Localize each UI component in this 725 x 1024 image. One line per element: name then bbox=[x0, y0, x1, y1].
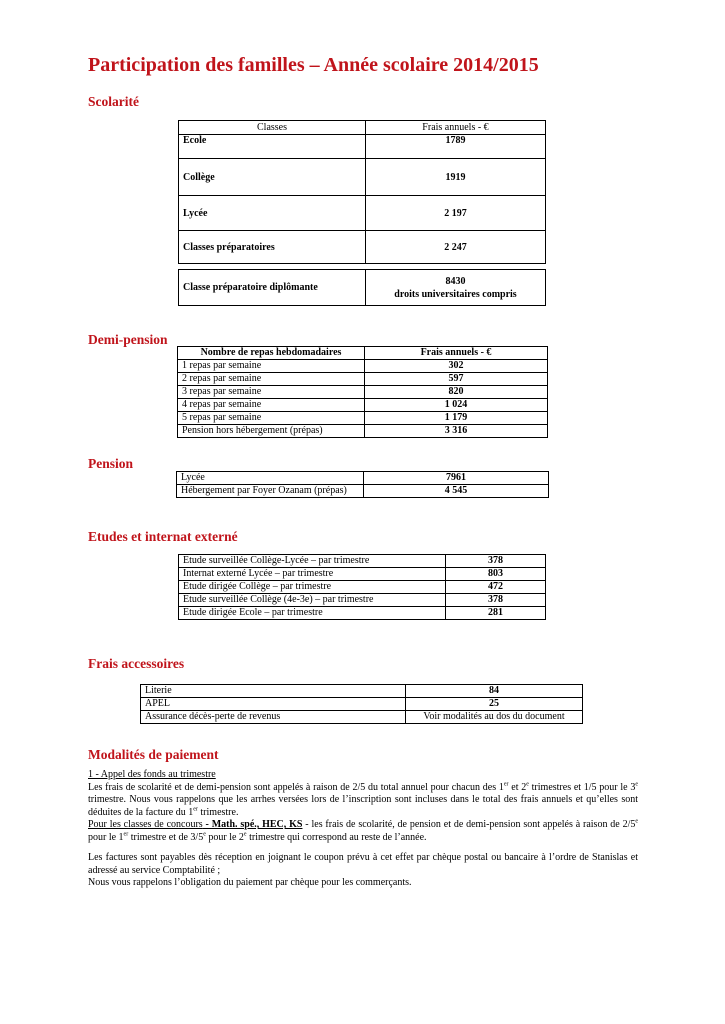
paragraph-factures: Les factures sont payables dès réception en joignant le coupon prévu à cet effet par chèque postal ou bancaire à l’ordre de Stanislas et adressé au service Comptabilité ; bbox=[88, 852, 638, 876]
row-value: 1789 bbox=[366, 135, 546, 159]
row-value: 4 545 bbox=[364, 485, 549, 498]
row-label: Pension hors hébergement (prépas) bbox=[178, 425, 365, 438]
frais-accessoires-table bbox=[140, 684, 583, 724]
row-label: Collège bbox=[179, 159, 366, 196]
col-header-frais: Frais annuels - € bbox=[365, 347, 548, 360]
row-label: Lycée bbox=[179, 196, 366, 231]
row-label: Etude dirigée Ecole – par trimestre bbox=[179, 607, 446, 620]
row-value: 2 197 bbox=[366, 196, 546, 231]
table-row bbox=[179, 555, 546, 568]
row-value: 803 bbox=[446, 568, 546, 581]
table-row bbox=[178, 425, 548, 438]
table-row bbox=[179, 135, 546, 159]
table-row bbox=[179, 196, 546, 231]
table-row bbox=[179, 568, 546, 581]
section-heading-frais-accessoires: Frais accessoires bbox=[88, 656, 185, 671]
table-row bbox=[179, 594, 546, 607]
row-label: Classe préparatoire diplômante bbox=[179, 270, 366, 306]
table-row bbox=[178, 412, 548, 425]
row-label: Internat externé Lycée – par trimestre bbox=[179, 568, 446, 581]
row-label: Lycée bbox=[177, 472, 364, 485]
row-value: 1 179 bbox=[365, 412, 548, 425]
section-heading-modalites: Modalités de paiement bbox=[88, 747, 219, 762]
row-value: Voir modalités au dos du document bbox=[406, 711, 583, 724]
scolarite-table bbox=[178, 120, 546, 264]
col-header-repas: Nombre de repas hebdomadaires bbox=[178, 347, 365, 360]
row-label: 3 repas par semaine bbox=[178, 386, 365, 399]
row-label: Etude dirigée Collège – par trimestre bbox=[179, 581, 446, 594]
table-row bbox=[179, 607, 546, 620]
page-title: Participation des familles – Année scolaire 2014/2015 bbox=[88, 54, 539, 76]
diplomante-note: droits universitaires compris bbox=[394, 288, 517, 300]
etudes-table bbox=[178, 554, 546, 620]
col-header-classes: Classes bbox=[179, 121, 366, 135]
row-label: APEL bbox=[141, 698, 406, 711]
paragraph-classes-concours: Pour les classes de concours - Math. spé., HEC, KS - les frais de scolarité, de pension et de demi-pension sont appelés à raison de 2/5e pour le 1er trimestre et de 3/5e pour le 2e trimestre qui correspond au reste de l’année. bbox=[88, 818, 639, 843]
row-value: 7961 bbox=[364, 472, 549, 485]
section-heading-scolarite: Scolarité bbox=[88, 94, 139, 109]
modalites-subheading: 1 - Appel des fonds au trimestre bbox=[88, 769, 216, 780]
row-value: 472 bbox=[446, 581, 546, 594]
demi-pension-table bbox=[177, 346, 548, 438]
table-row bbox=[179, 159, 546, 196]
row-label: 1 repas par semaine bbox=[178, 360, 365, 373]
modalites-text bbox=[88, 769, 638, 890]
row-label: Ecole bbox=[179, 135, 366, 159]
row-label: Etude surveillée Collège (4e-3e) – par trimestre bbox=[179, 594, 446, 607]
section-heading-pension: Pension bbox=[88, 456, 134, 471]
table-row bbox=[177, 472, 549, 485]
col-header-frais: Frais annuels - € bbox=[366, 121, 546, 135]
row-value: 378 bbox=[446, 594, 546, 607]
row-label: Assurance décès-perte de revenus bbox=[141, 711, 406, 724]
row-value: 2 247 bbox=[366, 231, 546, 264]
table-row bbox=[178, 399, 548, 412]
row-value: 597 bbox=[365, 373, 548, 386]
table-row bbox=[178, 360, 548, 373]
diplomante-value: 8430 bbox=[445, 275, 466, 287]
section-heading-demi-pension: Demi-pension bbox=[88, 332, 168, 347]
table-row bbox=[178, 373, 548, 386]
row-value: 1 024 bbox=[365, 399, 548, 412]
row-label: 2 repas par semaine bbox=[178, 373, 365, 386]
section-heading-etudes: Etudes et internat externé bbox=[88, 529, 238, 544]
row-value: 378 bbox=[446, 555, 546, 568]
row-value: 820 bbox=[365, 386, 548, 399]
row-label: Etude surveillée Collège-Lycée – par trimestre bbox=[179, 555, 446, 568]
row-label: Classes préparatoires bbox=[179, 231, 366, 264]
row-value: 84 bbox=[406, 685, 583, 698]
table-row bbox=[179, 231, 546, 264]
row-value: 25 bbox=[406, 698, 583, 711]
row-label: Literie bbox=[141, 685, 406, 698]
table-row bbox=[141, 711, 583, 724]
paragraph-commercants: Nous vous rappelons l’obligation du paiement par chèque pour les commerçants. bbox=[88, 877, 412, 888]
row-value: 1919 bbox=[366, 159, 546, 196]
pension-table bbox=[176, 471, 549, 498]
row-label: Hébergement par Foyer Ozanam (prépas) bbox=[177, 485, 364, 498]
table-row bbox=[178, 386, 548, 399]
row-value: 302 bbox=[365, 360, 548, 373]
table-row bbox=[177, 485, 549, 498]
row-value: 3 316 bbox=[365, 425, 548, 438]
row-label: 5 repas par semaine bbox=[178, 412, 365, 425]
table-row bbox=[141, 698, 583, 711]
table-row bbox=[179, 581, 546, 594]
row-value: 281 bbox=[446, 607, 546, 620]
paragraph-appel-fonds: Les frais de scolarité et de demi-pension sont appelés à raison de 2/5 du total annuel pour chacun des 1er et 2e trimestres et 1/5 pour le 3e trimestre. Nous vous rappelons que les arrhes versées lors de l’inscription sont incluses dans le total des frais annuels et qu’elles sont déduites de la facture du 1er trimestre. bbox=[88, 781, 639, 818]
row-value bbox=[366, 270, 546, 306]
diplomante-table bbox=[178, 269, 546, 306]
table-row bbox=[141, 685, 583, 698]
row-label: 4 repas par semaine bbox=[178, 399, 365, 412]
